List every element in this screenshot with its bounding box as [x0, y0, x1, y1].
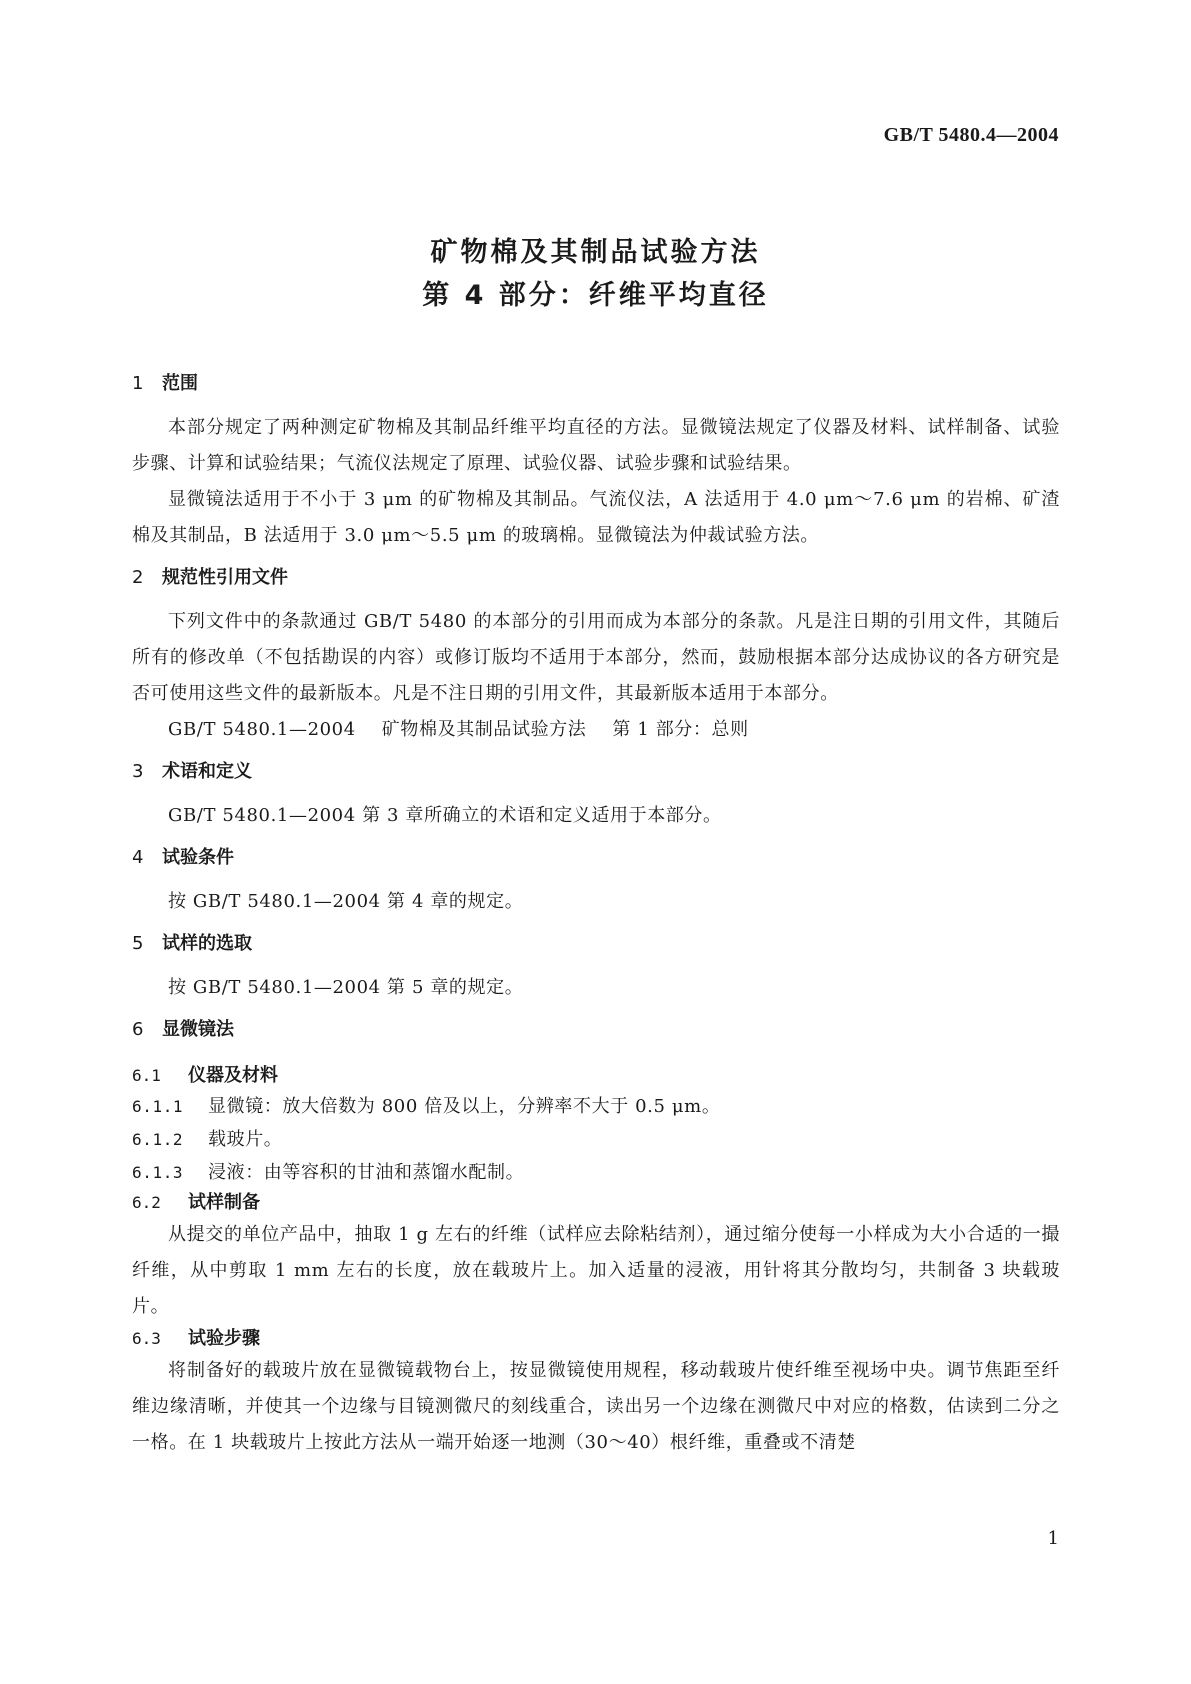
- clause-number: 6.1.3: [132, 1163, 184, 1182]
- section-number: 6: [132, 1019, 144, 1040]
- subsection-6-1-heading: [132, 1062, 1060, 1090]
- clause-number: 6.1.1: [132, 1097, 184, 1116]
- section-title: 显微镜法: [162, 1019, 234, 1040]
- subsection-number: 6.2: [132, 1193, 161, 1212]
- standard-number: GB/T 5480.4—2004: [883, 124, 1059, 146]
- section-title: 试样的选取: [162, 933, 252, 954]
- paragraph: GB/T 5480.1—2004 第 3 章所确立的术语和定义适用于本部分。: [168, 805, 722, 826]
- clause-item: [132, 1123, 1060, 1156]
- clause-text: 载玻片。: [208, 1129, 283, 1150]
- page-number: 1: [1047, 1528, 1059, 1549]
- paragraph: 将制备好的载玻片放在显微镜载物台上，按显微镜使用规程，移动载玻片使纤维至视场中央。调节焦距至纤维边缘清晰，并使其一个边缘与目镜测微尺的刻线重合，读出另一个边缘在测微尺中对应的格数，估读到二分之一格。在 1 块载玻片上按此方法从一端开始逐一地测（30～40）根纤维，重叠或不清楚: [132, 1360, 1060, 1453]
- section-1-heading: [132, 372, 1060, 396]
- section-5-heading: [132, 932, 1060, 956]
- section-2-heading: [132, 566, 1060, 590]
- clause-number: 6.1.2: [132, 1130, 184, 1149]
- clause-text: 浸液：由等容积的甘油和蒸馏水配制。: [208, 1162, 525, 1183]
- section-number: 4: [132, 847, 144, 868]
- section-number: 5: [132, 933, 144, 954]
- clause-item: [132, 1156, 1060, 1189]
- section-title: 范围: [162, 373, 198, 394]
- paragraph: 下列文件中的条款通过 GB/T 5480 的本部分的引用而成为本部分的条款。凡是注日期的引用文件，其随后所有的修改单（不包括勘误的内容）或修订版均不适用于本部分，然而，鼓励根据本部分达成协议的各方研究是否可使用这些文件的最新版本。凡是不注日期的引用文件，其最新版本适用于本部分。: [132, 611, 1060, 704]
- section-3-heading: [132, 760, 1060, 784]
- subsection-6-2-heading: [132, 1189, 1060, 1217]
- paragraph: 按 GB/T 5480.1—2004 第 4 章的规定。: [168, 891, 524, 912]
- section-title: 规范性引用文件: [162, 567, 288, 588]
- reference-title: 矿物棉及其制品试验方法: [381, 719, 587, 740]
- subsection-title: 仪器及材料: [188, 1065, 278, 1086]
- subsection-title: 试验步骤: [188, 1328, 260, 1349]
- section-title: 术语和定义: [162, 761, 252, 782]
- section-4-heading: [132, 846, 1060, 870]
- subsection-title: 试样制备: [188, 1192, 260, 1213]
- subsection-6-3-heading: [132, 1325, 1060, 1353]
- normative-reference: [132, 712, 1060, 748]
- document-title-line2: 第 4 部分：纤维平均直径: [422, 280, 769, 311]
- document-body: [132, 372, 1060, 1461]
- reference-code: GB/T 5480.1—2004: [168, 719, 356, 740]
- subsection-number: 6.1: [132, 1066, 161, 1085]
- section-number: 2: [132, 567, 144, 588]
- paragraph: 按 GB/T 5480.1—2004 第 5 章的规定。: [168, 977, 524, 998]
- document-title-line1: 矿物棉及其制品试验方法: [430, 237, 761, 268]
- subsection-number: 6.3: [132, 1329, 161, 1348]
- section-6-heading: [132, 1018, 1060, 1042]
- clause-item: [132, 1090, 1060, 1123]
- paragraph: 显微镜法适用于不小于 3 μm 的矿物棉及其制品。气流仪法，A 法适用于 4.0 μm～7.6 μm 的岩棉、矿渣棉及其制品，B 法适用于 3.0 μm～5.5 μm 的玻璃棉。显微镜法为仲裁试验方法。: [132, 489, 1060, 546]
- clause-text: 显微镜：放大倍数为 800 倍及以上，分辨率不大于 0.5 μm。: [208, 1096, 721, 1117]
- paragraph: 本部分规定了两种测定矿物棉及其制品纤维平均直径的方法。显微镜法规定了仪器及材料、试样制备、试验步骤、计算和试验结果；气流仪法规定了原理、试验仪器、试验步骤和试验结果。: [132, 417, 1060, 474]
- section-number: 1: [132, 373, 144, 394]
- section-title: 试验条件: [162, 847, 234, 868]
- section-number: 3: [132, 761, 144, 782]
- paragraph: 从提交的单位产品中，抽取 1 g 左右的纤维（试样应去除粘结剂），通过缩分使每一小样成为大小合适的一撮纤维，从中剪取 1 mm 左右的长度，放在载玻片上。加入适量的浸液，用针将其分散均匀，共制备 3 块载玻片。: [132, 1224, 1060, 1317]
- reference-part: 第 1 部分：总则: [612, 719, 749, 740]
